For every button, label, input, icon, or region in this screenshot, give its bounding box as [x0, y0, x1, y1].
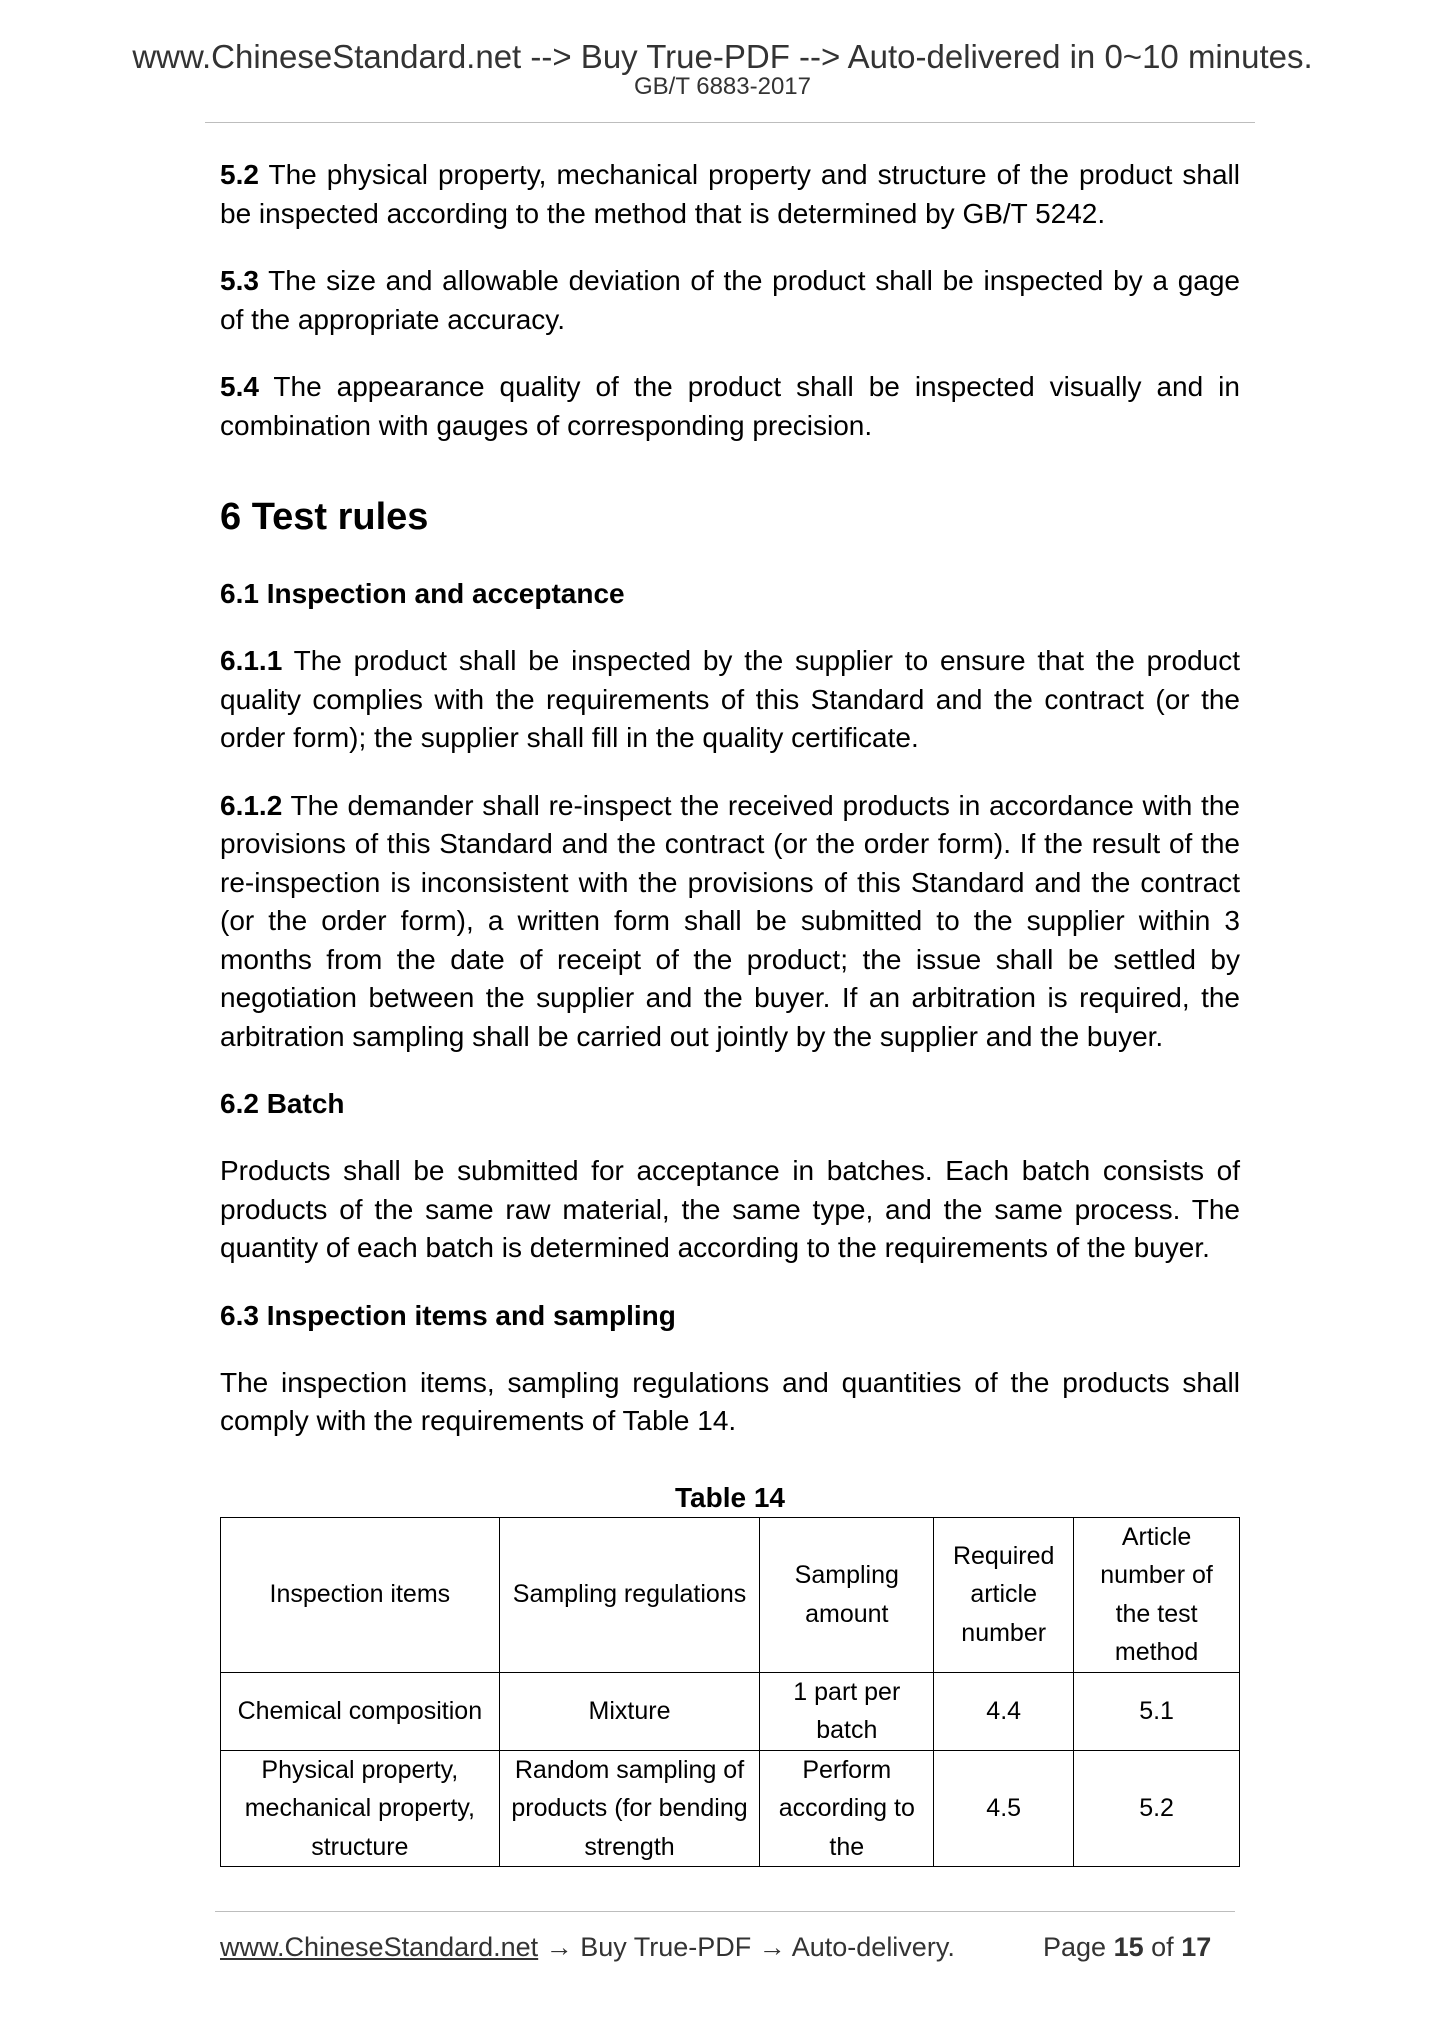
footer-divider: [215, 1911, 1235, 1912]
table-cell: 5.2: [1074, 1750, 1240, 1867]
header-banner: www.ChineseStandard.net --> Buy True-PDF --> Auto-delivered in 0~10 minutes.: [132, 38, 1313, 75]
clause-text: The physical property, mechanical property and structure of the product shall be inspected according to the method that is determined by GB/T 5242.: [220, 159, 1240, 229]
table-cell: 4.5: [934, 1750, 1074, 1867]
subsection-heading-6-1: 6.1 Inspection and acceptance: [220, 578, 625, 609]
clause-text: The size and allowable deviation of the product shall be inspected by a gage of the appropriate accuracy.: [220, 265, 1240, 335]
table-header-cell: Sampling amount: [760, 1517, 934, 1672]
table-header-cell: Inspection items: [221, 1517, 500, 1672]
table-cell: Perform according to the: [760, 1750, 934, 1867]
clause-number: 5.3: [220, 265, 259, 296]
page-total: 17: [1181, 1932, 1212, 1962]
table-row: [221, 1672, 1240, 1750]
document-code: GB/T 6883-2017: [633, 73, 811, 100]
subsection-heading-6-2: 6.2 Batch: [220, 1088, 345, 1119]
clause-5-2: [220, 156, 1240, 233]
page-number: 15: [1113, 1932, 1144, 1962]
footer-site-link[interactable]: www.ChineseStandard.net: [220, 1932, 539, 1962]
table-cell: Chemical composition: [221, 1672, 500, 1750]
clause-6-1-1: [220, 642, 1240, 758]
table-caption: Table 14: [675, 1481, 785, 1513]
clause-number: 5.2: [220, 159, 259, 190]
table-header-row: [221, 1517, 1240, 1672]
clause-6-3-text: The inspection items, sampling regulations and quantities of the products shall comply with the requirements of Table 14.: [220, 1366, 1240, 1436]
footer-link-text: → Buy True-PDF → Auto-delivery.: [538, 1932, 955, 1962]
inspection-table: [220, 1517, 1240, 1868]
section-heading-6: 6 Test rules: [220, 496, 429, 538]
table-header-cell: Sampling regulations: [499, 1517, 760, 1672]
table-cell: 5.1: [1074, 1672, 1240, 1750]
table-cell: Random sampling of products (for bending strength: [499, 1750, 760, 1867]
table-row: [221, 1750, 1240, 1867]
header-divider: [205, 122, 1255, 123]
clause-5-3: [220, 262, 1240, 339]
clause-number: 5.4: [220, 371, 259, 402]
clause-text: The product shall be inspected by the supplier to ensure that the product quality complies with the requirements of this Standard and the contract (or the order form); the supplier shall fill in the quality certificate.: [220, 645, 1241, 753]
clause-6-2-text: Products shall be submitted for acceptance in batches. Each batch consists of products of the same raw material, the same type, and the same process. The quantity of each batch is determined according to the requirements of the buyer.: [220, 1155, 1240, 1263]
clause-text: The appearance quality of the product shall be inspected visually and in combination with gauges of corresponding precision.: [220, 371, 1240, 441]
clause-text: The demander shall re-inspect the received products in accordance with the provisions of this Standard and the contract (or the order form). If the result of the re-inspection is inconsistent with the provisions of this Standard and the contract (or the order form), a written form shall be submitted to the supplier within 3 months from the date of receipt of the product; the issue shall be settled by negotiation between the supplier and the buyer. If an arbitration is required, the arbitration sampling shall be carried out jointly by the supplier and the buyer.: [220, 789, 1240, 1052]
table-cell: 1 part per batch: [760, 1672, 934, 1750]
clause-5-4: [220, 368, 1240, 445]
table-cell: Mixture: [499, 1672, 760, 1750]
footer-link[interactable]: [220, 1932, 955, 1963]
page-content: [220, 156, 1240, 1867]
table-cell: Physical property, mechanical property, structure: [221, 1750, 500, 1867]
clause-6-1-2: [220, 787, 1240, 1057]
table-cell: 4.4: [934, 1672, 1074, 1750]
table-header-cell: Required article number: [934, 1517, 1074, 1672]
page-indicator: [1043, 1932, 1211, 1963]
clause-number: 6.1.2: [220, 789, 283, 821]
page-label: Page: [1043, 1932, 1107, 1962]
subsection-heading-6-3: 6.3 Inspection items and sampling: [220, 1299, 676, 1331]
of-label: of: [1151, 1932, 1174, 1962]
clause-number: 6.1.1: [220, 645, 283, 676]
table-header-cell: Article number of the test method: [1074, 1517, 1240, 1672]
